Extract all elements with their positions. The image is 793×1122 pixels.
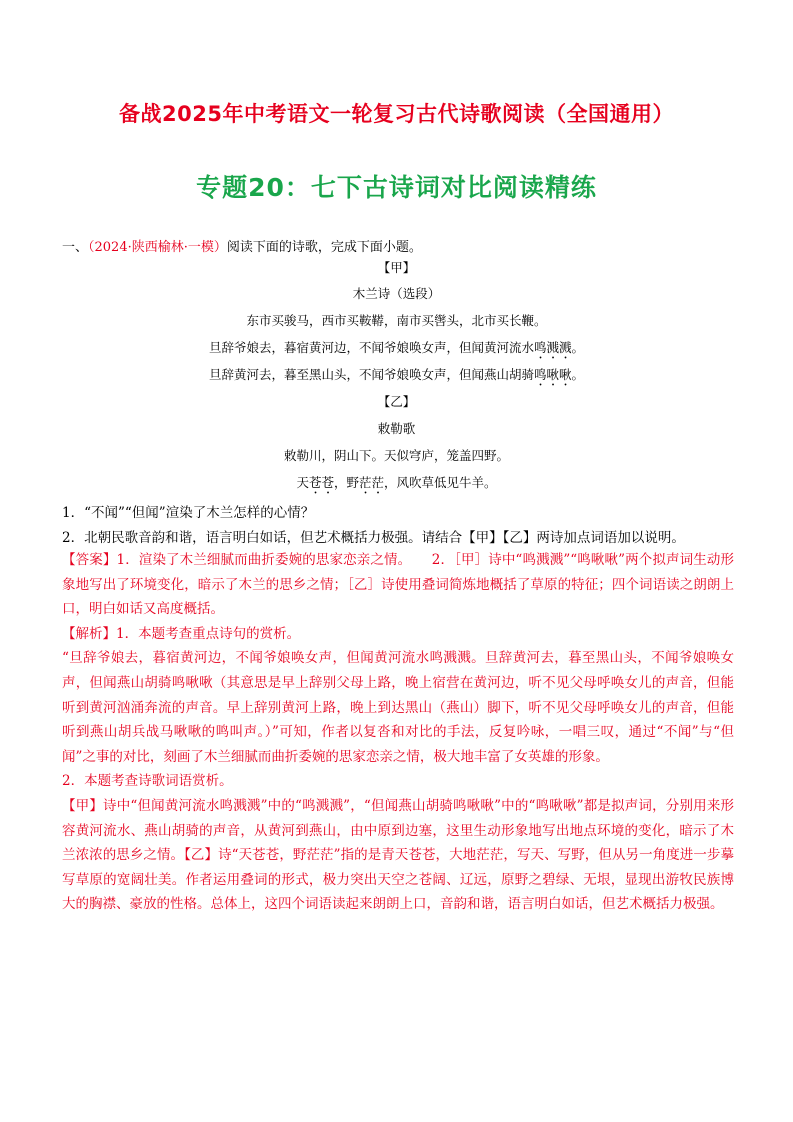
- poem-text: ，野: [333, 475, 359, 490]
- poem-text: 旦辞爷娘去，暮宿黄河边，不闻爷娘唤女声，但闻黄河流水: [208, 340, 534, 355]
- answer-paragraph: 【答案】1．渲染了木兰细腻而曲折委婉的思家恋亲之情。 2．［甲］诗中“鸣溅溅”“鸣啾啾”两个拟声词生动形象地写出了环境变化，暗示了木兰的思乡之情；［乙］诗使用叠词简炼地概括了草原的特征；四个词语读之朗朗上口，明白如话又高度概括。: [62, 552, 734, 618]
- poem-b-line-1: 敕勒川，阴山下。天似穹庐，笼盖四野。: [283, 448, 509, 463]
- poem-b-line-2: [0, 473, 793, 497]
- poem-a-label: 【甲】: [377, 260, 416, 275]
- document-subtitle: 专题20：七下古诗词对比阅读精练: [196, 173, 597, 202]
- poem-a-line-3: [0, 365, 793, 389]
- analysis-heading: 2．本题考查诗歌词语赏析。: [62, 773, 233, 790]
- poem-a-line-1: 东市买骏马，西市买鞍鞯，南市买辔头，北市买长鞭。: [246, 313, 547, 328]
- emphasized-word: 鸣溅溅: [533, 340, 572, 355]
- poem-text: ，风吹草低见牛羊。: [384, 475, 497, 490]
- answer-section: [62, 548, 734, 917]
- poem-b-title: 敕勒歌: [377, 421, 416, 436]
- document-title: 备战2025年中考语文一轮复习古代诗歌阅读（全国通用）: [119, 102, 674, 126]
- analysis-paragraph: “旦辞爷娘去，暮宿黄河边，不闻爷娘唤女声，但闻黄河流水鸣溅溅。旦辞黄河去，暮至黑山头，不闻爷娘唤女声，但闻燕山胡骑鸣啾啾（其意思是早上辞别父母上路，晚上宿营在黄河边，听不见父母呼唤女儿的声音，但能听到黄河汹涌奔流的声音。早上辞别黄河上路，晚上到达黑山（燕山）脚下，听不见父母呼唤女儿的声音，但能听到燕山胡兵战马啾啾的鸣叫声。）”可知，作者以复沓和对比的手法，反复吟咏，一唱三叹，通过“不闻”与“但闻”之事的对比，刻画了木兰细腻而曲折委婉的思家恋亲之情，极大地丰富了女英雄的形象。: [62, 650, 734, 765]
- emphasized-word: 茫茫: [359, 475, 385, 490]
- poem-b-label: 【乙】: [377, 394, 416, 409]
- question-number: 一、: [62, 240, 89, 255]
- question-2: 2．北朝民歌音韵和谐，语言明白如话，但艺术概括力极强。请结合【甲】【乙】两诗加点词语加以说明。: [62, 530, 685, 546]
- emphasized-word: 鸣啾啾: [533, 367, 572, 382]
- poem-a-line-2: [0, 338, 793, 362]
- question-intro: [62, 236, 422, 255]
- poem-text: 旦辞黄河去，暮至黑山头，不闻爷娘唤女声，但闻燕山胡骑: [208, 367, 534, 382]
- question-source: （2024·陕西榆林·一模）: [88, 240, 227, 255]
- poem-a-title: 木兰诗（选段）: [352, 286, 441, 301]
- poem-text: 天: [296, 475, 309, 490]
- analysis-paragraph: 【甲】诗中“但闻黄河流水鸣溅溅”中的“鸣溅溅”，“但闻燕山胡骑鸣啾啾”中的“鸣啾啾”都是拟声词，分别用来形容黄河流水、燕山胡骑的声音，从黄河到燕山，由中原到边塞，这里生动形象地写出地点环境的变化，暗示了木兰浓浓的思乡之情。【乙】诗“天苍苍，野茫茫”指的是青天苍苍，大地茫茫，写天、写野，但从另一角度进一步摹写草原的宽阔壮美。作者运用叠词的形式，极力突出天空之苍阔、辽远，原野之碧绿、无垠，显现出游牧民族博大的胸襟、豪放的性格。总体上，这四个词语读起来朗朗上口，音韵和谐，语言明白如话，但艺术概括力极强。: [62, 797, 734, 913]
- analysis-heading: 【解析】1．本题考查重点诗句的赏析。: [62, 625, 301, 642]
- question-instruction: 阅读下面的诗歌，完成下面小题。: [226, 240, 422, 255]
- poem-text: 。: [571, 367, 585, 382]
- question-1: 1．“不闻”“但闻”渲染了木兰怎样的心情？: [62, 505, 315, 521]
- emphasized-word: 苍苍: [308, 475, 334, 490]
- poem-text: 。: [571, 340, 585, 355]
